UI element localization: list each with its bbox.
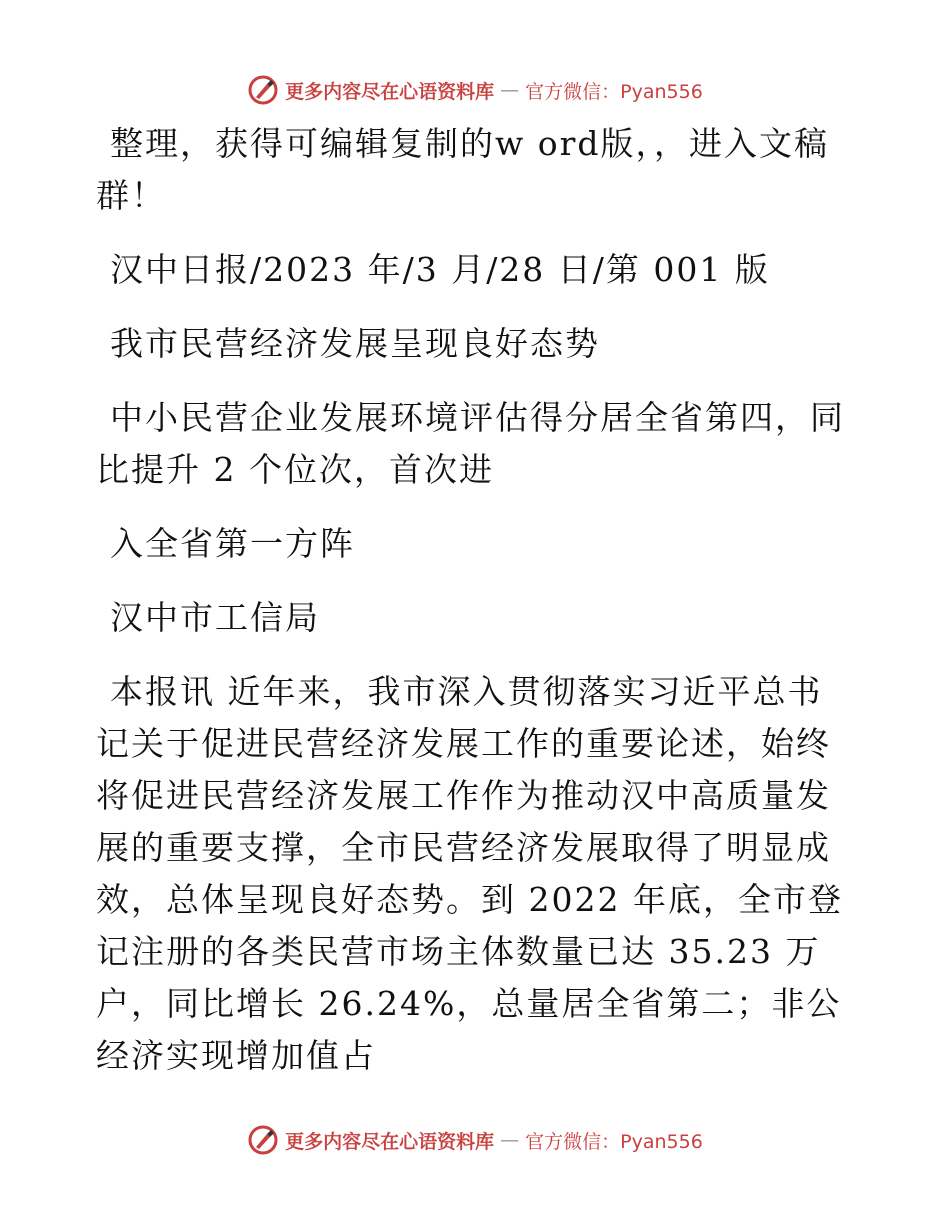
banner-wechat-text: 官方微信：Pyan556 — [525, 80, 703, 103]
article-body-paragraph: 本报讯 近年来，我市深入贯彻落实习近平总书记关于促进民营经济发展工作的重要论述，始终将促进民营经济发展工作作为推动汉中高质量发展的重要支撑，全市民营经济发展取得了明显成效，总体呈现良好态势。到 2022 年底，全市登记注册的各类民营市场主体数量已达 35.23 万户，同比增长 26.24%，总量居全省第二；非公经济实现增加值占 — [96, 672, 843, 1075]
newspaper-source-line: 汉中日报/2023 年/3 月/28 日/第 001 版 — [110, 250, 770, 289]
document-body — [96, 118, 856, 1082]
article-headline: 我市民营经济发展呈现良好态势 — [110, 324, 600, 363]
banner-dash: — — [500, 79, 520, 101]
footer-watermark-banner — [0, 1120, 950, 1160]
article-subheadline-continued: 入全省第一方阵 — [110, 524, 355, 563]
footer-watermark — [247, 1124, 703, 1156]
banner-main-text: 更多内容尽在心语资料库 — [285, 80, 495, 103]
header-watermark — [247, 74, 703, 106]
banner-wechat-text: 官方微信：Pyan556 — [525, 1130, 703, 1153]
pen-logo-icon — [247, 1124, 279, 1156]
article-subheadline: 中小民营企业发展环境评估得分居全省第四，同比提升 2 个位次，首次进 — [96, 398, 845, 489]
pen-logo-icon — [247, 74, 279, 106]
intro-note: 整理，获得可编辑复制的w ord版，，进入文稿群！ — [96, 124, 830, 215]
banner-main-text: 更多内容尽在心语资料库 — [285, 1130, 495, 1153]
header-watermark-banner — [0, 70, 950, 110]
banner-dash: — — [500, 1129, 520, 1151]
article-author: 汉中市工信局 — [110, 598, 320, 637]
